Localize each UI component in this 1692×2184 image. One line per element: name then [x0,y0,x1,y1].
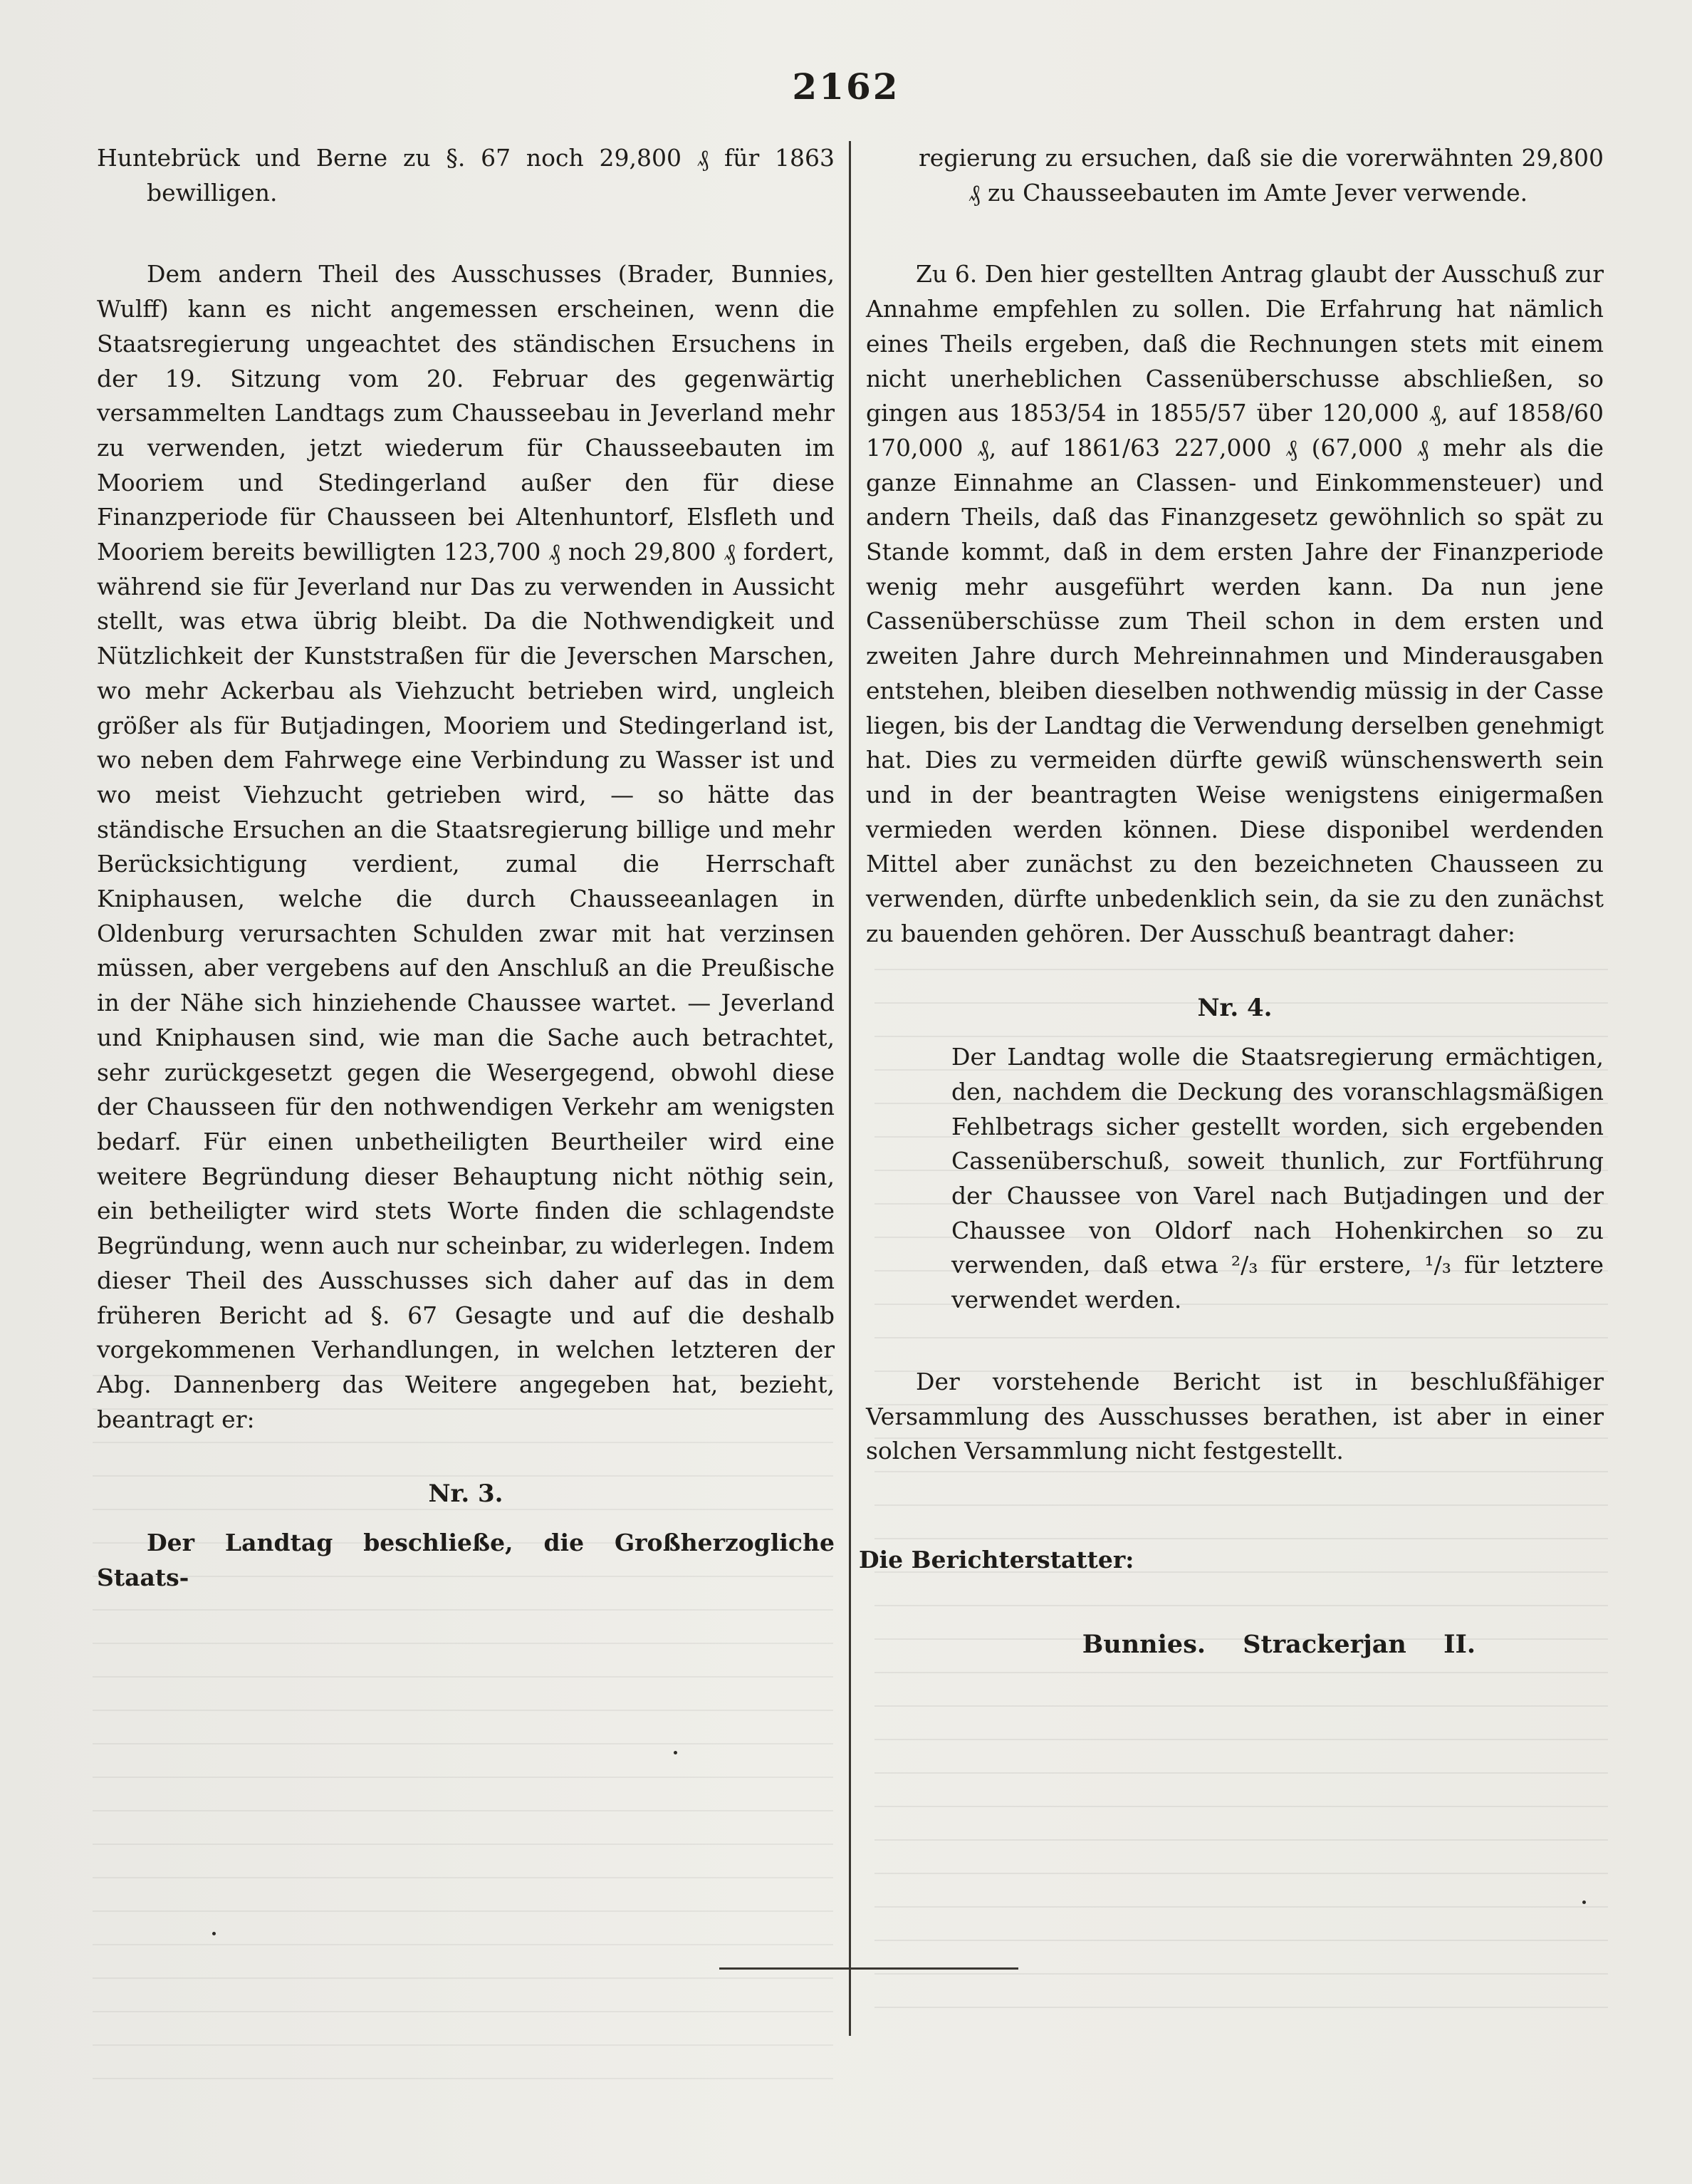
motion-heading-nr4: Nr. 4. [1197,994,1273,1023]
stray-dot [212,1932,216,1935]
right-column [859,141,1604,1662]
column-divider [849,141,851,2036]
stray-dot [674,1751,677,1754]
motion-nr3-text: Der Landtag beschließe, die Großherzogliche Staats- [97,1529,835,1591]
reporter-label: Die Berichterstatter: [859,1545,1134,1574]
left-column [97,141,835,1595]
motion-heading-nr3: Nr. 3. [428,1480,503,1509]
motion-nr4-text: Der Landtag wolle die Staatsregierung ermächtigen, den, nachdem die Deckung des voranschlagsmäßigen Fehlbetrags sicher gestellt worden, sich ergebenden Cassenüberschuß, soweit thunlich, zur Fortführung der Chaussee von Varel nach Butjadingen und der Chaussee von Oldorf nach Hohenkirchen so zu verwenden, daß etwa ²/₃ für erstere, ¹/₃ für letztere verwendet werden. [951,1043,1604,1314]
end-rule [719,1967,1018,1970]
right-paragraph-3: Der vorstehende Bericht ist in beschlußfähiger Versammlung des Ausschusses berathen, ist aber in einer solchen Versammlung nicht festgestellt. [866,1367,1604,1465]
right-paragraph-1: regierung zu ersuchen, daß sie die vorerwähnten 29,800 ₰ zu Chausseebauten im Amte Jever verwende. [919,144,1604,207]
page-number: 2162 [792,66,900,108]
left-paragraph-1: Huntebrück und Berne zu §. 67 noch 29,800 ₰ für 1863 bewilligen. [97,144,835,207]
signatures: Bunnies. Strackerjan II. [1082,1629,1476,1659]
stray-dot [1582,1900,1586,1904]
left-paragraph-2: Dem andern Theil des Ausschusses (Brader, Bunnies, Wulff) kann es nicht angemessen erscheinen, wenn die Staatsregierung ungeachtet des ständischen Ersuchens in der 19. Sitzung vom 20. Februar des gegenwärtig versammelten Landtags zum Chausseebau in Jeverland mehr zu verwenden, jetzt wiederum für Chausseebauten im Mooriem und Stedingerland außer den für diese Finanzperiode für Chausseen bei Altenhuntorf, Elsfleth und Mooriem bereits bewilligten 123,700 ₰ noch 29,800 ₰ fordert, während sie für Jeverland nur Das zu verwenden in Aussicht stellt, was etwa übrig bleibt. Da die Nothwendigkeit und Nützlichkeit der Kunststraßen für die Jeverschen Marschen, wo mehr Ackerbau als Viehzucht betrieben wird, ungleich größer als für Butjadingen, Mooriem und Stedingerland ist, wo neben dem Fahrwege eine Verbindung zu Wasser ist und wo meist Viehzucht getrieben wird, — so hätte das ständische Ersuchen an die Staatsregierung billige und mehr Berücksichtigung verdient, zumal die Herrschaft Kniphausen, welche die durch Chausseeanlagen in Oldenburg verursachten Schulden zwar mit hat verzinsen müssen, aber vergebens auf den Anschluß an die Preußische in der Nähe sich hinziehende Chaussee wartet. — Jeverland und Kniphausen sind, wie man die Sache auch betrachtet, sehr zurückgesetzt gegen die Wesergegend, obwohl diese der Chausseen für den nothwendigen Verkehr am wenigsten bedarf. Für einen unbetheiligten Beurtheiler wird eine weitere Begründung dieser Behauptung nicht nöthig sein, ein betheiligter wird stets Worte finden die schlagendste Begründung, wenn auch nur scheinbar, zu widerlegen. Indem dieser Theil des Ausschusses sich daher auf das in dem früheren Bericht ad §. 67 Gesagte und auf die deshalb vorgekommenen Verhandlungen, in welchen letzteren der Abg. Dannenberg das Weitere angegeben hat, bezieht, beantragt er: [97,260,835,1433]
right-paragraph-2: Zu 6. Den hier gestellten Antrag glaubt der Ausschuß zur Annahme empfehlen zu sollen. Die Erfahrung hat nämlich eines Theils ergeben, daß die Rechnungen stets mit einem nicht unerheblichen Cassenüberschusse abschließen, so gingen aus 1853/54 in 1855/57 über 120,000 ₰, auf 1858/60 170,000 ₰, auf 1861/63 227,000 ₰ (67,000 ₰ mehr als die ganze Einnahme an Classen- und Einkommensteuer) und andern Theils, daß das Finanzgesetz gewöhnlich so spät zu Stande kommt, daß in dem ersten Jahre der Finanzperiode wenig mehr ausgeführt werden kann. Da nun jene Cassenüberschüsse zum Theil schon in dem ersten und zweiten Jahre durch Mehreinnahmen und Minderausgaben entstehen, bleiben dieselben nothwendig müssig in der Casse liegen, bis der Landtag die Verwendung derselben genehmigt hat. Dies zu vermeiden dürfte gewiß wünschenswerth sein und in der beantragten Weise wenigstens einigermaßen vermieden werden können. Diese disponibel werdenden Mittel aber zunächst zu den bezeichneten Chausseen zu verwenden, dürfte unbedenklich sein, da sie zu den zunächst zu bauenden gehören. Der Ausschuß beantragt daher: [866,260,1604,947]
